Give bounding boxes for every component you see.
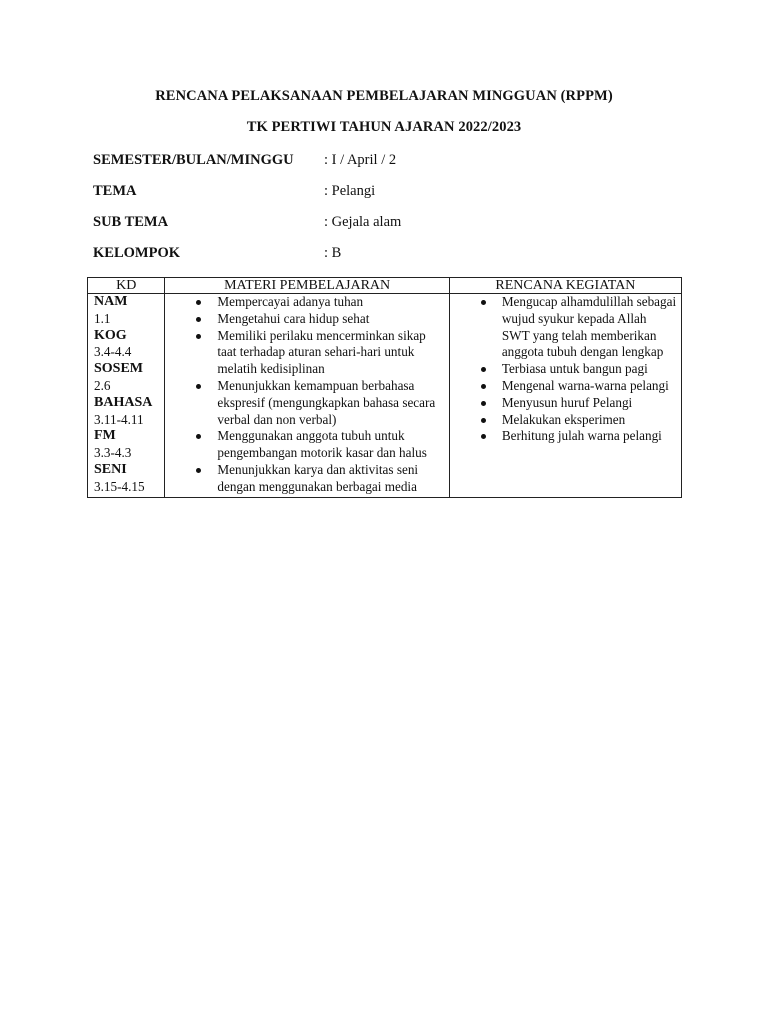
kd-group: SENI [94,461,127,477]
kd-group: NAM [94,294,128,309]
subtema-value: : Gejala alam [324,214,402,230]
tema-value: : Pelangi [324,183,376,199]
list-item [165,462,444,496]
materi-text: Menggunakan anggota tubuh untuk pengembangan motorik kasar dan halus [217,428,427,461]
bullet-icon [481,434,486,439]
document-title: RENCANA PELAKSANAAN PEMBELAJARAN MINGGUAN (RPPM) [155,88,613,104]
bullet-icon [196,384,201,389]
rppm-table [87,277,682,498]
bullet-icon [196,300,201,305]
bullet-icon [196,334,201,339]
kd-code: 1.1 [94,310,111,326]
bullet-icon [196,317,201,322]
kd-code: 3.3-4.3 [94,445,132,461]
kegiatan-list [450,294,677,445]
bullet-icon [481,367,486,372]
kd-group: FM [94,428,116,444]
materi-text: Menunjukkan karya dan aktivitas seni dengan menggunakan berbagai media [217,461,419,494]
kd-group: SOSEM [94,361,144,377]
list-item [450,361,677,378]
bullet-icon [196,468,201,473]
kd-group: BAHASA [94,394,153,410]
materi-text: Mempercayai adanya tuhan [217,294,364,309]
semester-label: SEMESTER/BULAN/MINGGU [93,152,294,168]
list-item [165,294,444,311]
kelompok-value: : B [324,245,342,261]
materi-list [165,294,444,496]
kegiatan-text: Melakukan eksperimen [501,411,626,427]
list-item [450,395,677,412]
list-item [165,428,444,462]
kegiatan-text: Mengucap alhamdulillah sebagai wujud syukur kepada Allah SWT yang telah memberikan anggota tubuh dengan lengkap [501,294,677,360]
materi-text: Memiliki perilaku mencerminkan sikap taat terhadap aturan sehari-hari untuk melatih kedisiplinan [217,327,426,377]
list-item [165,311,444,328]
kelompok-label: KELOMPOK [93,245,180,261]
document-subtitle: TK PERTIWI TAHUN AJARAN 2022/2023 [246,119,522,135]
list-item [450,378,677,395]
bullet-icon [481,384,486,389]
kd-code: 3.4-4.4 [94,344,132,360]
kegiatan-text: Berhitung julah warna pelangi [501,428,662,444]
kd-code: 3.11-4.11 [94,411,144,427]
table-header-row [88,278,682,294]
kd-code: 2.6 [94,377,111,393]
materi-text: Menunjukkan kemampuan berbahasa ekspresif (mengungkapkan bahasa secara verbal dan non verbal) [217,377,436,427]
bullet-icon [196,434,201,439]
kd-group: KOG [94,327,127,343]
header-kegiatan: RENCANA KEGIATAN [449,278,681,294]
tema-label: TEMA [93,183,137,199]
kegiatan-text: Terbiasa untuk bangun pagi [501,361,648,377]
materi-text: Mengetahui cara hidup sehat [217,310,370,326]
bullet-icon [481,401,486,406]
list-item [450,294,677,361]
kegiatan-text: Mengenal warna-warna pelangi [501,377,669,393]
header-materi: MATERI PEMBELAJARAN [165,278,449,294]
bullet-icon [481,300,486,305]
kd-code: 3.15-4.15 [94,478,145,494]
bullet-icon [481,418,486,423]
semester-value: : I / April / 2 [324,152,397,168]
list-item [450,428,677,445]
subtema-label: SUB TEMA [93,214,169,230]
list-item [165,378,444,428]
list-item [165,328,444,378]
kd-cell [88,294,165,498]
header-kd: KD [88,278,165,294]
materi-cell [165,294,449,498]
kegiatan-cell [449,294,681,498]
table-row [88,294,682,498]
list-item [450,412,677,429]
kegiatan-text: Menyusun huruf Pelangi [501,394,633,410]
